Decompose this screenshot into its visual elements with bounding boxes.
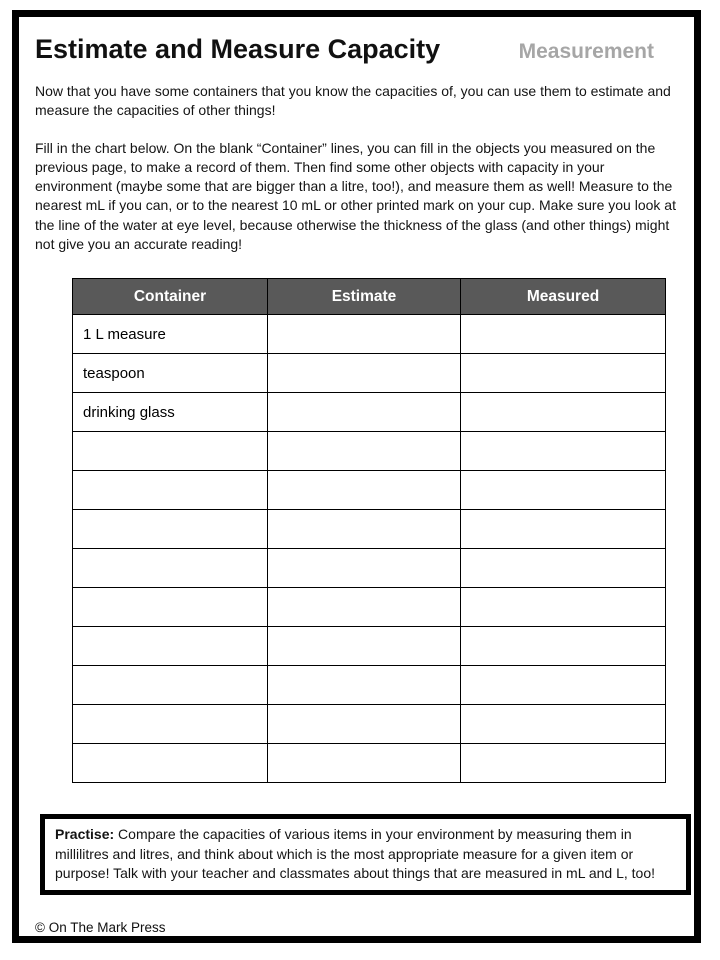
estimate-cell <box>268 588 461 627</box>
estimate-cell <box>268 549 461 588</box>
measured-cell <box>461 393 666 432</box>
table-row <box>73 432 666 471</box>
measured-cell <box>461 315 666 354</box>
estimate-cell <box>268 510 461 549</box>
table-row <box>73 549 666 588</box>
table-row <box>73 354 666 393</box>
estimate-column-header: Estimate <box>268 279 461 315</box>
table-row <box>73 471 666 510</box>
table-row <box>73 588 666 627</box>
table-header-row <box>73 279 666 315</box>
title-row <box>35 34 678 65</box>
measured-cell <box>461 666 666 705</box>
measured-cell <box>461 471 666 510</box>
container-cell <box>73 705 268 744</box>
table-row <box>73 744 666 783</box>
measured-cell <box>461 627 666 666</box>
container-cell <box>73 744 268 783</box>
measured-cell <box>461 588 666 627</box>
container-cell <box>73 510 268 549</box>
page-title: Estimate and Measure Capacity <box>35 34 441 64</box>
table-row <box>73 666 666 705</box>
table-row <box>73 705 666 744</box>
container-column-header: Container <box>73 279 268 315</box>
table-row <box>73 393 666 432</box>
estimate-cell <box>268 393 461 432</box>
measured-column-header: Measured <box>461 279 666 315</box>
table-row <box>73 315 666 354</box>
estimate-cell <box>268 471 461 510</box>
intro-paragraph: Now that you have some containers that you know the capacities of, you can use them to estimate and measure the capacities of other things! <box>35 83 671 119</box>
measured-cell <box>461 432 666 471</box>
container-cell <box>73 666 268 705</box>
measured-cell <box>461 549 666 588</box>
table-row <box>73 627 666 666</box>
capacity-table-body <box>73 315 666 783</box>
container-cell <box>73 471 268 510</box>
estimate-cell <box>268 744 461 783</box>
practise-label: Practise: <box>55 826 115 843</box>
practise-text <box>55 825 678 883</box>
container-cell: drinking glass <box>73 393 268 432</box>
container-cell: teaspoon <box>73 354 268 393</box>
estimate-cell <box>268 315 461 354</box>
instructions-paragraph: Fill in the chart below. On the blank “Container” lines, you can fill in the objects you measured on the previous page, to make a record of them. Then find some other objects with capacity in your environment (maybe some that are bigger than a litre, too!), and measure them as well! Measure to the nearest mL if you can, or to the nearest 10 mL or other printed mark on your cup. Make sure you look at the line of the water at eye level, because otherwise the thickness of the glass (and other things) might not give you an accurate reading! <box>35 139 676 253</box>
practise-body: Compare the capacities of various items in your environment by measuring them in millilitres and litres, and think about which is the most appropriate measure for a given item or purpose! Talk with your teacher and classmates about things that are measured in mL and L, too! <box>55 826 656 881</box>
capacity-table <box>72 278 666 783</box>
estimate-cell <box>268 432 461 471</box>
estimate-cell <box>268 354 461 393</box>
container-cell <box>73 549 268 588</box>
table-row <box>73 510 666 549</box>
practise-box <box>40 814 691 895</box>
copyright-credit: © On The Mark Press <box>35 920 166 936</box>
category-label: Measurement <box>518 40 654 63</box>
worksheet-page <box>12 10 701 943</box>
measured-cell <box>461 705 666 744</box>
page-content <box>19 34 694 935</box>
measured-cell <box>461 744 666 783</box>
container-cell <box>73 627 268 666</box>
container-cell <box>73 432 268 471</box>
container-cell <box>73 588 268 627</box>
estimate-cell <box>268 627 461 666</box>
estimate-cell <box>268 666 461 705</box>
estimate-cell <box>268 705 461 744</box>
measured-cell <box>461 354 666 393</box>
container-cell: 1 L measure <box>73 315 268 354</box>
measured-cell <box>461 510 666 549</box>
